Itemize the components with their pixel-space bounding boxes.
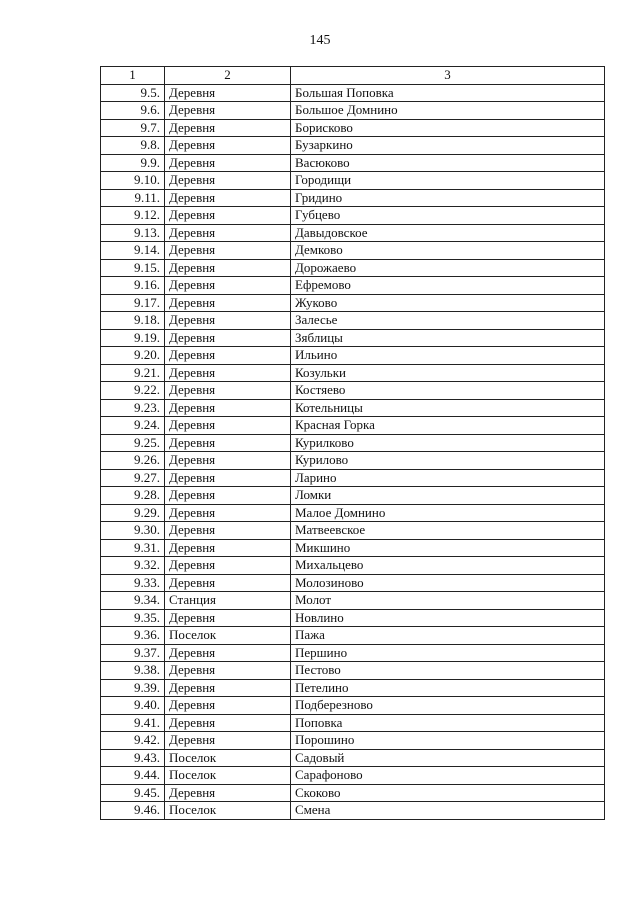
- table-row: [101, 469, 605, 487]
- table-row: [101, 224, 605, 242]
- settlement-name-cell: Васюково: [291, 154, 605, 172]
- settlement-name-cell: Ларино: [291, 469, 605, 487]
- settlement-name-cell: Першино: [291, 644, 605, 662]
- settlement-type-cell: Деревня: [165, 539, 291, 557]
- row-number-cell: 9.22.: [101, 382, 165, 400]
- table-row: [101, 137, 605, 155]
- table-header-row: [101, 67, 605, 85]
- settlement-type-cell: Деревня: [165, 784, 291, 802]
- settlement-type-cell: Деревня: [165, 119, 291, 137]
- table-row: [101, 189, 605, 207]
- settlement-name-cell: Скоково: [291, 784, 605, 802]
- row-number-cell: 9.29.: [101, 504, 165, 522]
- row-number-cell: 9.14.: [101, 242, 165, 260]
- settlement-type-cell: Деревня: [165, 207, 291, 225]
- table-row: [101, 679, 605, 697]
- settlement-type-cell: Поселок: [165, 627, 291, 645]
- page-number: 145: [309, 33, 331, 48]
- table-row: [101, 84, 605, 102]
- row-number-cell: 9.33.: [101, 574, 165, 592]
- row-number-cell: 9.16.: [101, 277, 165, 295]
- settlement-type-cell: Деревня: [165, 84, 291, 102]
- settlement-name-cell: Жуково: [291, 294, 605, 312]
- settlement-type-cell: Деревня: [165, 277, 291, 295]
- settlement-name-cell: Подберезново: [291, 697, 605, 715]
- table-row: [101, 784, 605, 802]
- settlement-name-cell: Костяево: [291, 382, 605, 400]
- settlement-name-cell: Ломки: [291, 487, 605, 505]
- row-number-cell: 9.39.: [101, 679, 165, 697]
- table-row: [101, 627, 605, 645]
- row-number-cell: 9.5.: [101, 84, 165, 102]
- settlement-name-cell: Большое Домнино: [291, 102, 605, 120]
- settlement-name-cell: Бузаркино: [291, 137, 605, 155]
- table-row: [101, 399, 605, 417]
- settlement-type-cell: Деревня: [165, 312, 291, 330]
- table-row: [101, 802, 605, 820]
- table-row: [101, 714, 605, 732]
- settlement-name-cell: Гридино: [291, 189, 605, 207]
- settlement-type-cell: Деревня: [165, 329, 291, 347]
- table-row: [101, 242, 605, 260]
- row-number-cell: 9.20.: [101, 347, 165, 365]
- settlement-name-cell: Пестово: [291, 662, 605, 680]
- settlement-name-cell: Курилково: [291, 434, 605, 452]
- settlement-type-cell: Деревня: [165, 189, 291, 207]
- settlement-name-cell: Демково: [291, 242, 605, 260]
- row-number-cell: 9.43.: [101, 749, 165, 767]
- table-row: [101, 592, 605, 610]
- settlement-type-cell: Деревня: [165, 382, 291, 400]
- table-row: [101, 662, 605, 680]
- settlement-type-cell: Деревня: [165, 452, 291, 470]
- settlement-type-cell: Деревня: [165, 434, 291, 452]
- table-row: [101, 172, 605, 190]
- row-number-cell: 9.37.: [101, 644, 165, 662]
- settlements-table: [100, 66, 605, 820]
- column-header-1: 1: [101, 67, 165, 85]
- settlement-type-cell: Деревня: [165, 557, 291, 575]
- row-number-cell: 9.17.: [101, 294, 165, 312]
- table-body: [101, 84, 605, 819]
- settlement-type-cell: Деревня: [165, 399, 291, 417]
- table-row: [101, 732, 605, 750]
- row-number-cell: 9.7.: [101, 119, 165, 137]
- settlement-name-cell: Борисково: [291, 119, 605, 137]
- table-row: [101, 749, 605, 767]
- settlement-type-cell: Деревня: [165, 154, 291, 172]
- table-row: [101, 434, 605, 452]
- settlement-type-cell: Поселок: [165, 767, 291, 785]
- row-number-cell: 9.21.: [101, 364, 165, 382]
- settlement-type-cell: Деревня: [165, 242, 291, 260]
- settlement-type-cell: Деревня: [165, 697, 291, 715]
- settlement-name-cell: Матвеевское: [291, 522, 605, 540]
- row-number-cell: 9.34.: [101, 592, 165, 610]
- settlement-type-cell: Деревня: [165, 259, 291, 277]
- table-row: [101, 609, 605, 627]
- table-row: [101, 364, 605, 382]
- settlement-type-cell: Деревня: [165, 504, 291, 522]
- row-number-cell: 9.11.: [101, 189, 165, 207]
- table-row: [101, 487, 605, 505]
- row-number-cell: 9.27.: [101, 469, 165, 487]
- column-header-2: 2: [165, 67, 291, 85]
- row-number-cell: 9.9.: [101, 154, 165, 172]
- settlement-name-cell: Поповка: [291, 714, 605, 732]
- row-number-cell: 9.41.: [101, 714, 165, 732]
- settlement-type-cell: Деревня: [165, 364, 291, 382]
- row-number-cell: 9.32.: [101, 557, 165, 575]
- table-row: [101, 522, 605, 540]
- settlement-type-cell: Деревня: [165, 347, 291, 365]
- settlement-name-cell: Молозиново: [291, 574, 605, 592]
- row-number-cell: 9.24.: [101, 417, 165, 435]
- row-number-cell: 9.10.: [101, 172, 165, 190]
- row-number-cell: 9.8.: [101, 137, 165, 155]
- settlement-name-cell: Дорожаево: [291, 259, 605, 277]
- table-row: [101, 347, 605, 365]
- table-row: [101, 294, 605, 312]
- row-number-cell: 9.40.: [101, 697, 165, 715]
- row-number-cell: 9.30.: [101, 522, 165, 540]
- settlement-type-cell: Деревня: [165, 714, 291, 732]
- settlement-type-cell: Деревня: [165, 172, 291, 190]
- settlement-name-cell: Давыдовское: [291, 224, 605, 242]
- table-row: [101, 312, 605, 330]
- table-row: [101, 557, 605, 575]
- settlement-name-cell: Городищи: [291, 172, 605, 190]
- row-number-cell: 9.45.: [101, 784, 165, 802]
- row-number-cell: 9.36.: [101, 627, 165, 645]
- settlement-name-cell: Порошино: [291, 732, 605, 750]
- settlement-type-cell: Деревня: [165, 574, 291, 592]
- row-number-cell: 9.46.: [101, 802, 165, 820]
- settlement-name-cell: Михальцево: [291, 557, 605, 575]
- table-row: [101, 767, 605, 785]
- table-row: [101, 259, 605, 277]
- settlement-type-cell: Деревня: [165, 679, 291, 697]
- settlement-name-cell: Котельницы: [291, 399, 605, 417]
- settlement-type-cell: Деревня: [165, 662, 291, 680]
- settlement-type-cell: Деревня: [165, 224, 291, 242]
- settlement-type-cell: Поселок: [165, 802, 291, 820]
- row-number-cell: 9.15.: [101, 259, 165, 277]
- row-number-cell: 9.38.: [101, 662, 165, 680]
- settlement-name-cell: Петелино: [291, 679, 605, 697]
- table-row: [101, 452, 605, 470]
- settlement-name-cell: Губцево: [291, 207, 605, 225]
- settlement-type-cell: Деревня: [165, 417, 291, 435]
- settlement-type-cell: Деревня: [165, 644, 291, 662]
- settlement-name-cell: Ефремово: [291, 277, 605, 295]
- table-row: [101, 119, 605, 137]
- settlement-name-cell: Зяблицы: [291, 329, 605, 347]
- table-row: [101, 504, 605, 522]
- settlement-name-cell: Молот: [291, 592, 605, 610]
- row-number-cell: 9.31.: [101, 539, 165, 557]
- row-number-cell: 9.26.: [101, 452, 165, 470]
- settlement-name-cell: Залесье: [291, 312, 605, 330]
- settlement-name-cell: Красная Горка: [291, 417, 605, 435]
- settlement-type-cell: Деревня: [165, 102, 291, 120]
- table-row: [101, 697, 605, 715]
- row-number-cell: 9.25.: [101, 434, 165, 452]
- settlement-name-cell: Смена: [291, 802, 605, 820]
- table-row: [101, 539, 605, 557]
- settlement-name-cell: Козульки: [291, 364, 605, 382]
- table-row: [101, 154, 605, 172]
- settlement-type-cell: Станция: [165, 592, 291, 610]
- row-number-cell: 9.6.: [101, 102, 165, 120]
- row-number-cell: 9.28.: [101, 487, 165, 505]
- settlement-type-cell: Деревня: [165, 732, 291, 750]
- row-number-cell: 9.35.: [101, 609, 165, 627]
- settlement-type-cell: Деревня: [165, 522, 291, 540]
- settlement-type-cell: Деревня: [165, 487, 291, 505]
- settlement-type-cell: Деревня: [165, 137, 291, 155]
- row-number-cell: 9.12.: [101, 207, 165, 225]
- row-number-cell: 9.42.: [101, 732, 165, 750]
- settlement-name-cell: Курилово: [291, 452, 605, 470]
- settlement-type-cell: Поселок: [165, 749, 291, 767]
- settlement-name-cell: Микшино: [291, 539, 605, 557]
- table-row: [101, 329, 605, 347]
- row-number-cell: 9.19.: [101, 329, 165, 347]
- settlement-name-cell: Большая Поповка: [291, 84, 605, 102]
- table-row: [101, 644, 605, 662]
- row-number-cell: 9.44.: [101, 767, 165, 785]
- table-row: [101, 207, 605, 225]
- settlement-name-cell: Садовый: [291, 749, 605, 767]
- settlement-type-cell: Деревня: [165, 469, 291, 487]
- table-row: [101, 102, 605, 120]
- column-header-3: 3: [291, 67, 605, 85]
- settlement-type-cell: Деревня: [165, 609, 291, 627]
- settlement-name-cell: Ильино: [291, 347, 605, 365]
- settlement-type-cell: Деревня: [165, 294, 291, 312]
- settlement-name-cell: Сарафоново: [291, 767, 605, 785]
- settlement-name-cell: Пажа: [291, 627, 605, 645]
- row-number-cell: 9.13.: [101, 224, 165, 242]
- row-number-cell: 9.23.: [101, 399, 165, 417]
- table-row: [101, 574, 605, 592]
- table-row: [101, 277, 605, 295]
- row-number-cell: 9.18.: [101, 312, 165, 330]
- table-row: [101, 417, 605, 435]
- settlement-name-cell: Малое Домнино: [291, 504, 605, 522]
- settlement-name-cell: Новлино: [291, 609, 605, 627]
- table-row: [101, 382, 605, 400]
